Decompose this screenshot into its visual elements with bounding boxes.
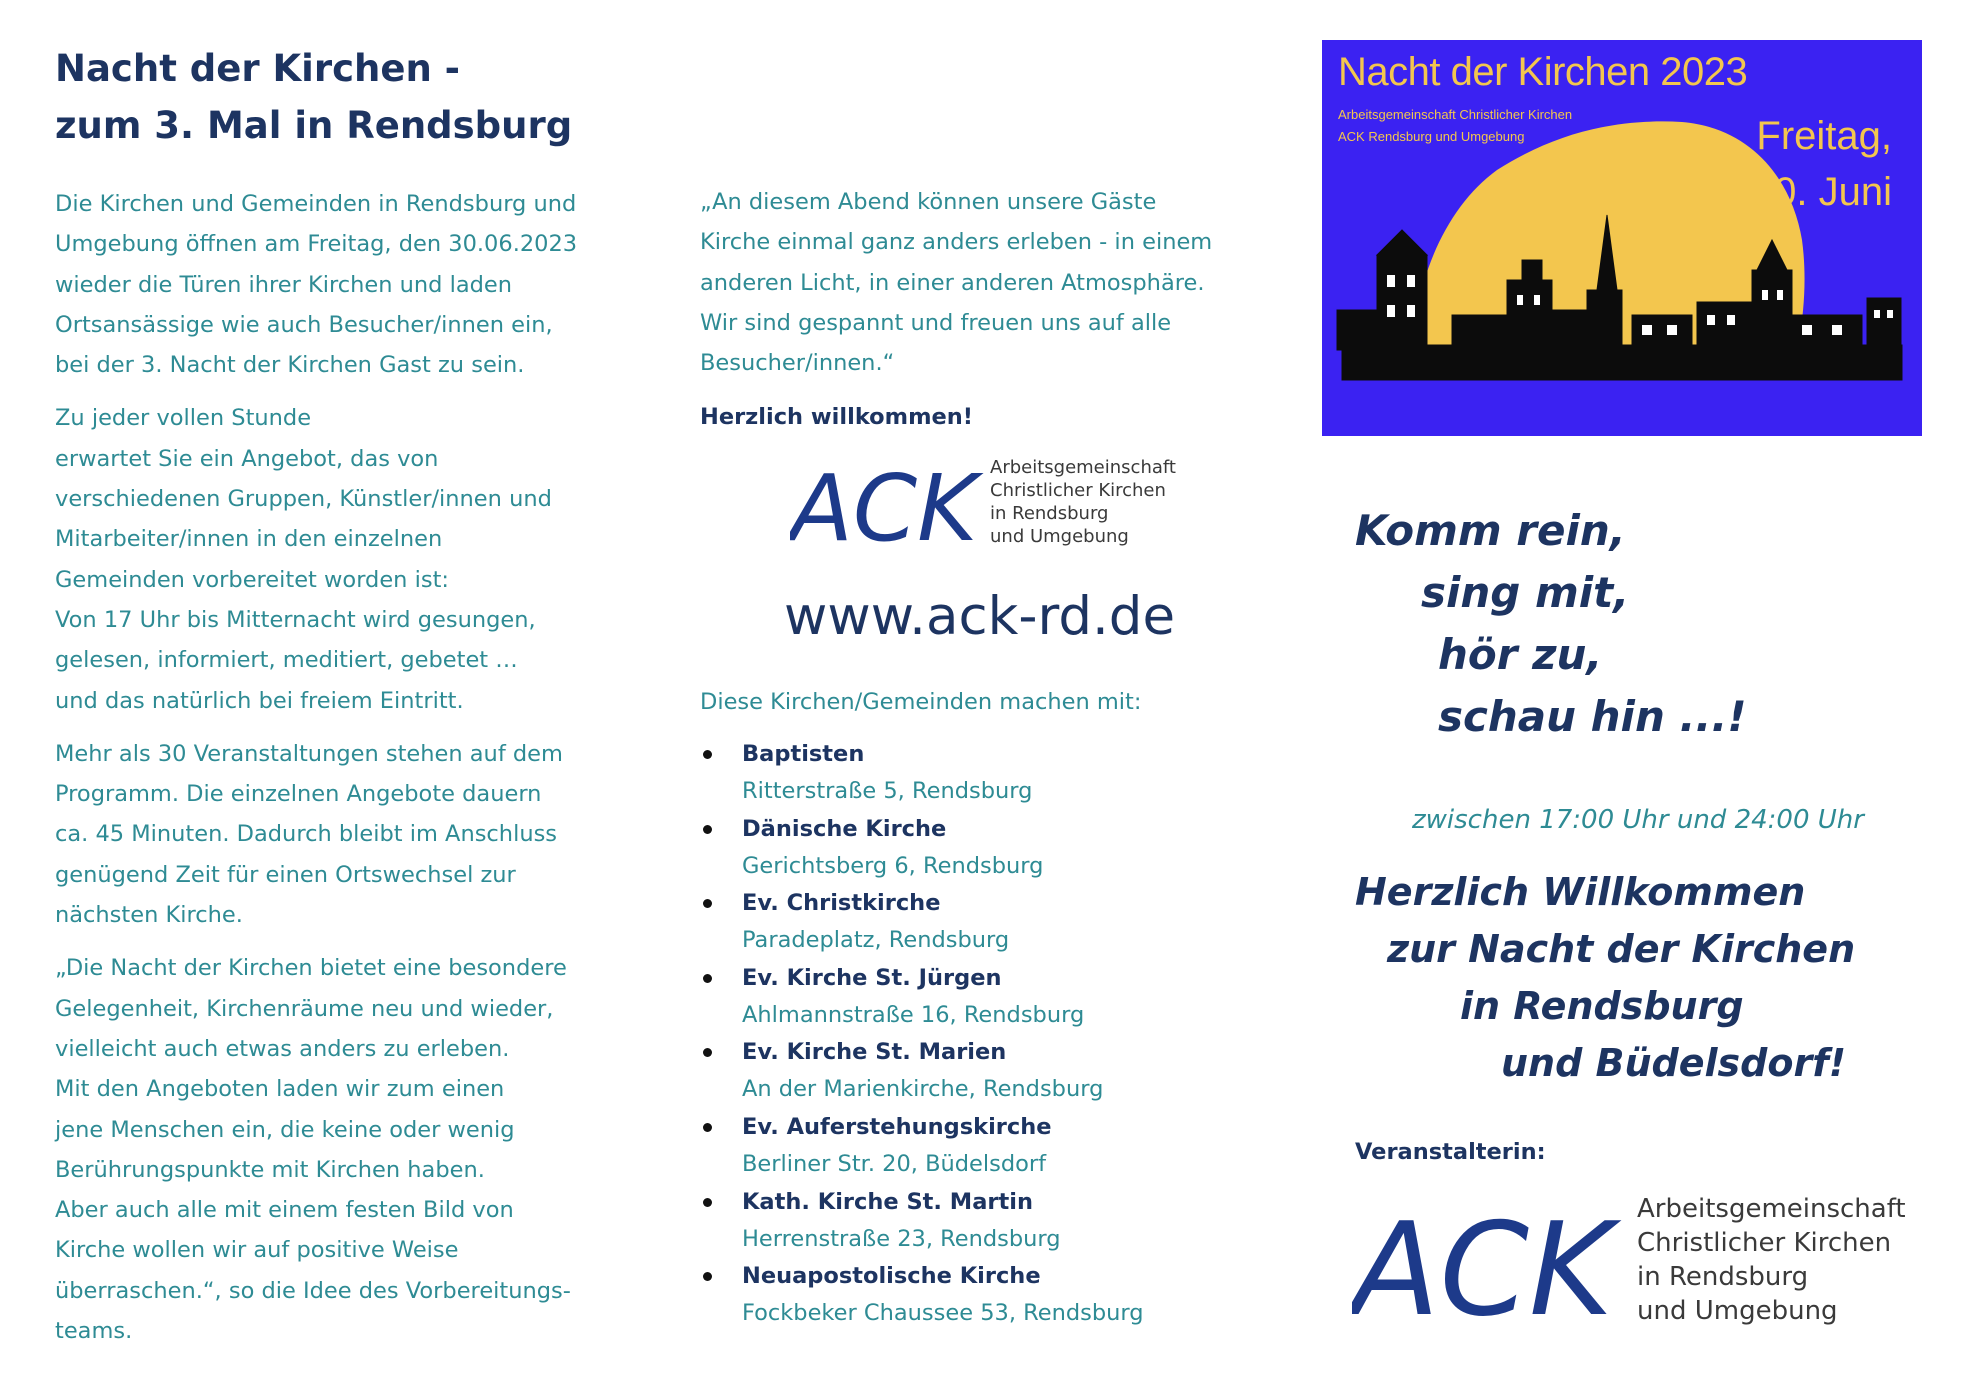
- intro-paragraph: Die Kirchen und Gemeinden in Rendsburg und Umgebung öffnen am Freitag, den 30.06.2023 wieder die Türen ihrer Kirchen und laden Ortsansässige wie auch Besucher/innen ein, bei der 3. Nacht der Kirchen Gast zu sein.: [55, 191, 578, 379]
- list-item: Ev. Kirche St. Marien An der Marienkirche, Rendsburg: [700, 1034, 1260, 1109]
- ack-letters-icon: [790, 450, 990, 560]
- slogan: Komm rein, sing mit, hör zu, schau hin ...!: [1355, 506, 1747, 741]
- idea-quote-paragraph: „Die Nacht der Kirchen bietet eine besondere Gelegenheit, Kirchenräume neu und wieder, vielleicht auch etwas anders zu erleben. Mit den Angeboten laden wir zum einen jene Menschen ein, die keine oder wenig Berührungspunkte mit Kirchen haben. Aber auch alle mit einem festen Bild von Kirche wollen wir auf positive Weise überraschen.“, so die Idee des Vorbereitungs- teams.: [55, 955, 571, 1345]
- website-link[interactable]: www.ack-rd.de: [784, 586, 1176, 647]
- greeting: Herzlich Willkommen zur Nacht der Kirchen in Rendsburg und Büdelsdorf!: [1355, 870, 1856, 1085]
- event-poster: [1322, 40, 1922, 436]
- skyline-sun-illustration: [1322, 40, 1922, 436]
- bullet-icon: [703, 899, 712, 908]
- page-title: Nacht der Kirchen - zum 3. Mal in Rendsburg: [55, 47, 573, 147]
- ack-logo-text: Arbeitsgemeinschaft Christlicher Kirchen in Rendsburg und Umgebung: [990, 457, 1176, 547]
- bullet-icon: [703, 1123, 712, 1132]
- welcome-text: Herzlich willkommen!: [700, 404, 974, 431]
- organizer-label: Veranstalterin:: [1355, 1139, 1546, 1165]
- bullet-icon: [703, 1198, 712, 1207]
- program-paragraph: Zu jeder vollen Stunde erwartet Sie ein Angebot, das von verschiedenen Gruppen, Künstler/innen und Mitarbeiter/innen in den einzelnen Gemeinden vorbereitet worden ist: Von 17 Uhr bis Mitternacht wird gesungen, gelesen, informiert, meditiert, gebetet … und das natürlich bei freiem Eintritt.: [55, 405, 552, 714]
- ack-logo-large: [1352, 1186, 1906, 1336]
- bullet-icon: [703, 825, 712, 834]
- ack-letters-large: ACK: [1352, 1196, 1613, 1336]
- poster-date: Freitag, 30. Juni: [1751, 114, 1892, 214]
- poster-subtitle: Arbeitsgemeinschaft Christlicher Kirchen ACK Rendsburg und Umgebung: [1338, 107, 1573, 144]
- list-item: Neuapostolische Kirche Fockbeker Chaussee 53, Rendsburg: [700, 1258, 1260, 1333]
- church-list: [700, 736, 1260, 1333]
- church-list-heading: Diese Kirchen/Gemeinden machen mit:: [700, 689, 1142, 715]
- list-item: Ev. Auferstehungskirche Berliner Str. 20, Büdelsdorf: [700, 1109, 1260, 1184]
- intro-column: [55, 40, 615, 1364]
- bullet-icon: [703, 974, 712, 983]
- ack-logo-large-text: Arbeitsgemeinschaft Christlicher Kirchen in Rendsburg und Umgebung: [1637, 1194, 1906, 1326]
- bullet-icon: [703, 1048, 712, 1057]
- bullet-icon: [703, 1272, 712, 1281]
- poster-title: Nacht der Kirchen 2023: [1338, 50, 1748, 94]
- guest-quote: „An diesem Abend können unsere Gäste Kirche einmal ganz anders erleben - in einem anderen Licht, in einer anderen Atmosphäre. Wir sind gespannt und freuen uns auf alle Besucher/innen.“: [700, 189, 1213, 377]
- events-paragraph: Mehr als 30 Veranstaltungen stehen auf dem Programm. Die einzelnen Angebote dauern ca. 45 Minuten. Dadurch bleibt im Anschluss genügend Zeit für einen Ortswechsel zur nächsten Kirche.: [55, 740, 563, 929]
- list-item: Kath. Kirche St. Martin Herrenstraße 23, Rendsburg: [700, 1184, 1260, 1259]
- list-item: Ev. Kirche St. Jürgen Ahlmannstraße 16, Rendsburg: [700, 960, 1260, 1035]
- ack-logo-small: [790, 450, 1180, 560]
- list-item: Dänische Kirche Gerichtsberg 6, Rendsburg: [700, 811, 1260, 886]
- ack-letters: ACK: [790, 455, 978, 560]
- bullet-icon: [703, 750, 712, 759]
- middle-column: [700, 182, 1260, 437]
- list-item: Baptisten Ritterstraße 5, Rendsburg: [700, 736, 1260, 811]
- event-time: zwischen 17:00 Uhr und 24:00 Uhr: [1412, 805, 1864, 835]
- list-item: Ev. Christkirche Paradeplatz, Rendsburg: [700, 885, 1260, 960]
- ack-letters-large-icon: [1352, 1186, 1632, 1336]
